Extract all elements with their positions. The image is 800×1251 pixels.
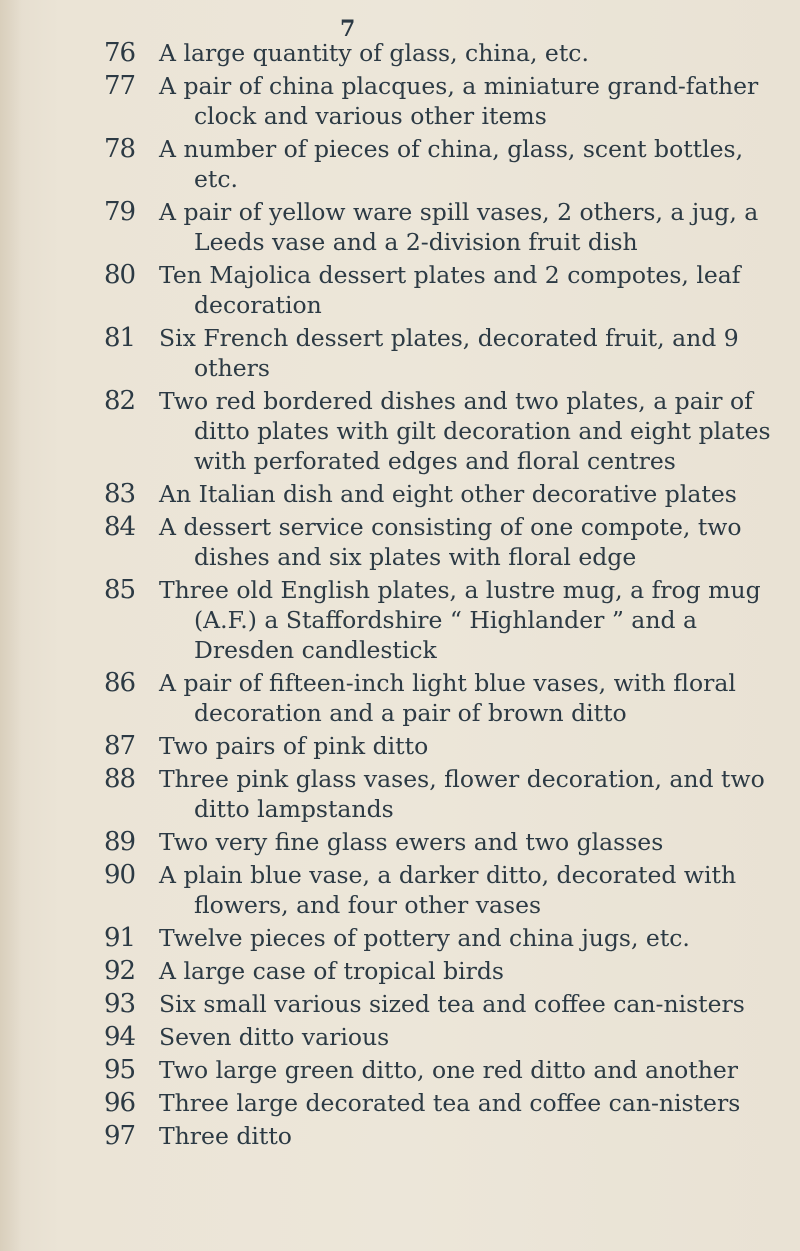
lot-number: 85: [104, 575, 136, 605]
lot-entry: [0, 512, 800, 572]
lot-entry: [0, 134, 800, 194]
lot-number: 81: [104, 323, 136, 353]
lot-entry: [0, 1055, 800, 1085]
lot-entry: [0, 989, 800, 1019]
lot-entry: [0, 764, 800, 824]
lot-description: Six French dessert plates, decorated fruit, and 9 others: [159, 324, 739, 382]
lot-entry: [0, 479, 800, 509]
lot-entry: [0, 860, 800, 920]
lot-description: A large case of tropical birds: [159, 957, 504, 985]
lot-entry: [0, 71, 800, 131]
lot-number: 89: [104, 827, 136, 857]
lot-number: 77: [104, 71, 136, 101]
lot-description: A pair of yellow ware spill vases, 2 others, a jug, a Leeds vase and a 2-division fruit dish: [159, 198, 759, 256]
lot-description: Two red bordered dishes and two plates, a pair of ditto plates with gilt decoration and eight plates with perforated edges and floral centres: [159, 387, 771, 475]
lot-number: 97: [104, 1121, 136, 1151]
lot-entry: [0, 260, 800, 320]
lot-number: 80: [104, 260, 136, 290]
lot-description: Twelve pieces of pottery and china jugs, etc.: [159, 924, 690, 952]
lot-entry: [0, 923, 800, 953]
lot-list: [0, 38, 800, 1154]
lot-entry: [0, 386, 800, 476]
lot-entry: [0, 1121, 800, 1151]
lot-number: 91: [104, 923, 136, 953]
lot-number: 76: [104, 38, 136, 68]
page-number: 7: [340, 16, 356, 42]
lot-description: A dessert service consisting of one compote, two dishes and six plates with floral edge: [159, 513, 742, 571]
lot-number: 88: [104, 764, 136, 794]
lot-description: A plain blue vase, a darker ditto, decorated with flowers, and four other vases: [159, 861, 737, 919]
lot-number: 78: [104, 134, 136, 164]
lot-number: 79: [104, 197, 136, 227]
lot-entry: [0, 1088, 800, 1118]
lot-number: 82: [104, 386, 136, 416]
lot-number: 92: [104, 956, 136, 986]
lot-description: Two very fine glass ewers and two glasses: [159, 828, 664, 856]
lot-number: 90: [104, 860, 136, 890]
lot-description: A pair of fifteen-inch light blue vases, with floral decoration and a pair of brown ditto: [159, 669, 736, 727]
lot-entry: [0, 323, 800, 383]
lot-number: 96: [104, 1088, 136, 1118]
lot-description: Three pink glass vases, flower decoration, and two ditto lampstands: [159, 765, 765, 823]
lot-number: 84: [104, 512, 136, 542]
lot-description: An Italian dish and eight other decorative plates: [159, 480, 737, 508]
lot-entry: [0, 956, 800, 986]
lot-number: 93: [104, 989, 136, 1019]
lot-description: Seven ditto various: [159, 1023, 390, 1051]
lot-description: Three old English plates, a lustre mug, a frog mug (A.F.) a Staffordshire “ Highlander ” and a Dresden candlestick: [159, 576, 761, 664]
lot-entry: [0, 197, 800, 257]
lot-number: 94: [104, 1022, 136, 1052]
lot-number: 86: [104, 668, 136, 698]
lot-description: Three large decorated tea and coffee can-nisters: [159, 1089, 741, 1117]
lot-entry: [0, 668, 800, 728]
lot-description: Three ditto: [159, 1122, 292, 1150]
lot-entry: [0, 1022, 800, 1052]
lot-number: 83: [104, 479, 136, 509]
lot-description: Ten Majolica dessert plates and 2 compotes, leaf decoration: [159, 261, 741, 319]
lot-number: 87: [104, 731, 136, 761]
lot-description: Two large green ditto, one red ditto and another: [159, 1056, 739, 1084]
lot-description: A large quantity of glass, china, etc.: [159, 39, 589, 67]
lot-description: Two pairs of pink ditto: [159, 732, 429, 760]
lot-description: Six small various sized tea and coffee can-nisters: [159, 990, 745, 1018]
lot-number: 95: [104, 1055, 136, 1085]
lot-entry: [0, 575, 800, 665]
lot-description: A pair of china placques, a miniature grand-father clock and various other items: [159, 72, 759, 130]
lot-description: A number of pieces of china, glass, scent bottles, etc.: [159, 135, 744, 193]
lot-entry: [0, 38, 800, 68]
lot-entry: [0, 731, 800, 761]
lot-entry: [0, 827, 800, 857]
